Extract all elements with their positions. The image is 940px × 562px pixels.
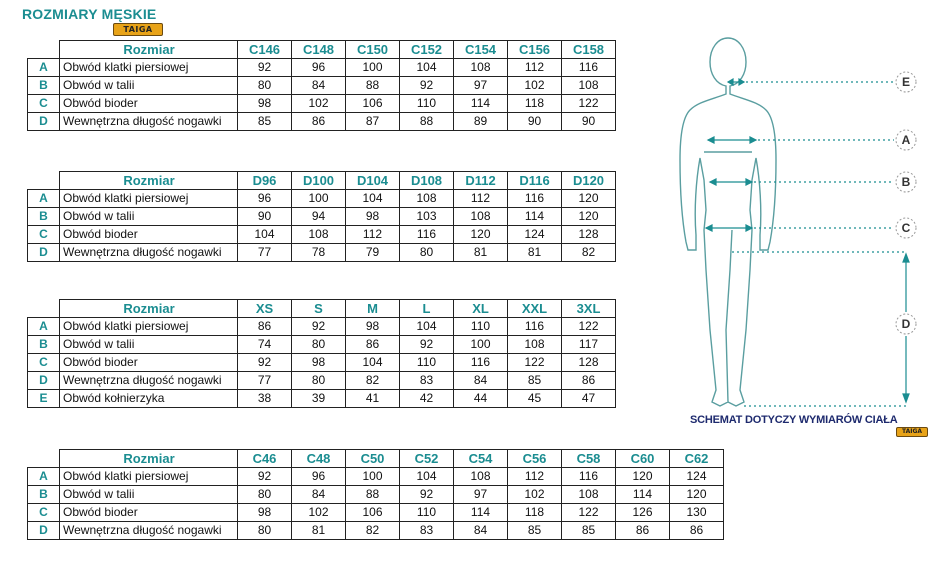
row-label-cell: Wewnętrzna długość nogawki bbox=[60, 244, 238, 262]
size-header-cell: D116 bbox=[508, 172, 562, 190]
size-table-c146 bbox=[27, 40, 616, 131]
row-letter-cell: E bbox=[28, 390, 60, 408]
value-cell: 85 bbox=[508, 522, 562, 540]
size-table-xs bbox=[27, 299, 616, 408]
marker-d bbox=[896, 314, 916, 334]
value-cell: 88 bbox=[346, 77, 400, 95]
value-cell: 104 bbox=[400, 468, 454, 486]
taiga-logo: TAIGA bbox=[113, 23, 163, 36]
value-cell: 85 bbox=[238, 113, 292, 131]
value-cell: 44 bbox=[454, 390, 508, 408]
table-header-row bbox=[28, 172, 616, 190]
value-cell: 79 bbox=[346, 244, 400, 262]
header-blank-cell bbox=[28, 450, 60, 468]
table-row bbox=[28, 95, 616, 113]
row-label-cell: Obwód bioder bbox=[60, 504, 238, 522]
row-label-cell: Wewnętrzna długość nogawki bbox=[60, 113, 238, 131]
value-cell: 85 bbox=[508, 372, 562, 390]
marker-a bbox=[896, 130, 916, 150]
size-header-cell: C48 bbox=[292, 450, 346, 468]
value-cell: 80 bbox=[238, 77, 292, 95]
size-header-cell: C156 bbox=[508, 41, 562, 59]
value-cell: 108 bbox=[454, 468, 508, 486]
table-row bbox=[28, 77, 616, 95]
value-cell: 120 bbox=[562, 208, 616, 226]
size-header-cell: C158 bbox=[562, 41, 616, 59]
value-cell: 87 bbox=[346, 113, 400, 131]
value-cell: 117 bbox=[562, 336, 616, 354]
value-cell: 80 bbox=[292, 372, 346, 390]
table-row bbox=[28, 190, 616, 208]
size-header-cell: C52 bbox=[400, 450, 454, 468]
value-cell: 114 bbox=[616, 486, 670, 504]
value-cell: 108 bbox=[400, 190, 454, 208]
value-cell: 88 bbox=[346, 486, 400, 504]
size-header-cell: C56 bbox=[508, 450, 562, 468]
value-cell: 130 bbox=[670, 504, 724, 522]
value-cell: 110 bbox=[454, 318, 508, 336]
value-cell: 120 bbox=[616, 468, 670, 486]
value-cell: 96 bbox=[292, 468, 346, 486]
value-cell: 116 bbox=[400, 226, 454, 244]
value-cell: 90 bbox=[238, 208, 292, 226]
size-header-cell: C50 bbox=[346, 450, 400, 468]
value-cell: 42 bbox=[400, 390, 454, 408]
value-cell: 39 bbox=[292, 390, 346, 408]
value-cell: 100 bbox=[346, 59, 400, 77]
page-title: ROZMIARY MĘSKIE bbox=[22, 6, 157, 22]
value-cell: 118 bbox=[508, 95, 562, 113]
value-cell: 94 bbox=[292, 208, 346, 226]
value-cell: 110 bbox=[400, 354, 454, 372]
value-cell: 92 bbox=[238, 354, 292, 372]
taiga-logo-small: TAIGA bbox=[896, 427, 928, 437]
value-cell: 92 bbox=[292, 318, 346, 336]
value-cell: 104 bbox=[346, 190, 400, 208]
table-row bbox=[28, 522, 724, 540]
value-cell: 124 bbox=[508, 226, 562, 244]
value-cell: 82 bbox=[346, 372, 400, 390]
value-cell: 118 bbox=[508, 504, 562, 522]
marker-e bbox=[896, 72, 916, 92]
row-letter-cell: D bbox=[28, 522, 60, 540]
size-header-cell: XXL bbox=[508, 300, 562, 318]
marker-b bbox=[896, 172, 916, 192]
size-header-cell: C54 bbox=[454, 450, 508, 468]
value-cell: 122 bbox=[562, 95, 616, 113]
body-measurement-figure bbox=[660, 30, 940, 420]
marker-d-label: D bbox=[901, 317, 911, 331]
value-cell: 86 bbox=[238, 318, 292, 336]
body-outline bbox=[680, 38, 776, 406]
value-cell: 80 bbox=[238, 522, 292, 540]
value-cell: 84 bbox=[292, 486, 346, 504]
row-label-cell: Obwód kołnierzyka bbox=[60, 390, 238, 408]
value-cell: 102 bbox=[508, 77, 562, 95]
table-row bbox=[28, 504, 724, 522]
value-cell: 84 bbox=[292, 77, 346, 95]
row-letter-cell: A bbox=[28, 59, 60, 77]
value-cell: 92 bbox=[238, 468, 292, 486]
row-letter-cell: B bbox=[28, 486, 60, 504]
value-cell: 114 bbox=[454, 504, 508, 522]
value-cell: 81 bbox=[292, 522, 346, 540]
table-header-row bbox=[28, 450, 724, 468]
row-label-cell: Obwód klatki piersiowej bbox=[60, 468, 238, 486]
value-cell: 41 bbox=[346, 390, 400, 408]
value-cell: 92 bbox=[400, 336, 454, 354]
value-cell: 106 bbox=[346, 95, 400, 113]
size-header-cell: C148 bbox=[292, 41, 346, 59]
size-header-cell: C58 bbox=[562, 450, 616, 468]
value-cell: 86 bbox=[670, 522, 724, 540]
value-cell: 102 bbox=[508, 486, 562, 504]
value-cell: 88 bbox=[400, 113, 454, 131]
row-letter-cell: D bbox=[28, 113, 60, 131]
value-cell: 112 bbox=[508, 59, 562, 77]
value-cell: 47 bbox=[562, 390, 616, 408]
header-blank-cell bbox=[28, 41, 60, 59]
value-cell: 90 bbox=[562, 113, 616, 131]
value-cell: 106 bbox=[346, 504, 400, 522]
value-cell: 124 bbox=[670, 468, 724, 486]
row-letter-cell: A bbox=[28, 468, 60, 486]
value-cell: 108 bbox=[562, 77, 616, 95]
table-header-row bbox=[28, 300, 616, 318]
size-header-cell: D96 bbox=[238, 172, 292, 190]
row-letter-cell: D bbox=[28, 372, 60, 390]
size-header-cell: S bbox=[292, 300, 346, 318]
value-cell: 84 bbox=[454, 522, 508, 540]
value-cell: 98 bbox=[238, 504, 292, 522]
value-cell: 110 bbox=[400, 95, 454, 113]
value-cell: 80 bbox=[400, 244, 454, 262]
value-cell: 108 bbox=[508, 336, 562, 354]
marker-c-label: C bbox=[901, 221, 911, 235]
value-cell: 100 bbox=[454, 336, 508, 354]
value-cell: 86 bbox=[292, 113, 346, 131]
row-label-cell: Wewnętrzna długość nogawki bbox=[60, 522, 238, 540]
row-letter-cell: B bbox=[28, 77, 60, 95]
value-cell: 96 bbox=[238, 190, 292, 208]
value-cell: 98 bbox=[292, 354, 346, 372]
header-blank-cell bbox=[28, 300, 60, 318]
value-cell: 108 bbox=[562, 486, 616, 504]
size-header-cell: C146 bbox=[238, 41, 292, 59]
row-letter-cell: D bbox=[28, 244, 60, 262]
size-header-cell: L bbox=[400, 300, 454, 318]
table-row bbox=[28, 208, 616, 226]
value-cell: 114 bbox=[454, 95, 508, 113]
value-cell: 116 bbox=[562, 59, 616, 77]
size-header-cell: 3XL bbox=[562, 300, 616, 318]
header-blank-cell bbox=[28, 172, 60, 190]
value-cell: 84 bbox=[454, 372, 508, 390]
row-label-cell: Obwód klatki piersiowej bbox=[60, 318, 238, 336]
size-header-cell: C60 bbox=[616, 450, 670, 468]
size-header-cell: XL bbox=[454, 300, 508, 318]
row-letter-cell: C bbox=[28, 354, 60, 372]
value-cell: 100 bbox=[346, 468, 400, 486]
marker-e-label: E bbox=[901, 75, 911, 89]
value-cell: 108 bbox=[454, 208, 508, 226]
value-cell: 120 bbox=[670, 486, 724, 504]
value-cell: 98 bbox=[346, 208, 400, 226]
size-table-d96 bbox=[27, 171, 616, 262]
value-cell: 102 bbox=[292, 504, 346, 522]
value-cell: 128 bbox=[562, 226, 616, 244]
value-cell: 97 bbox=[454, 77, 508, 95]
size-header-cell: D108 bbox=[400, 172, 454, 190]
value-cell: 86 bbox=[616, 522, 670, 540]
table-row bbox=[28, 486, 724, 504]
schema-caption: SCHEMAT DOTYCZY WYMIARÓW CIAŁA bbox=[690, 414, 898, 426]
value-cell: 116 bbox=[508, 318, 562, 336]
size-header-cell: D100 bbox=[292, 172, 346, 190]
table-row bbox=[28, 113, 616, 131]
value-cell: 92 bbox=[400, 77, 454, 95]
size-header-cell: D112 bbox=[454, 172, 508, 190]
size-header-cell: C150 bbox=[346, 41, 400, 59]
row-label-cell: Obwód bioder bbox=[60, 95, 238, 113]
row-label-cell: Obwód w talii bbox=[60, 208, 238, 226]
marker-b-label: B bbox=[901, 175, 911, 189]
value-cell: 112 bbox=[508, 468, 562, 486]
size-table-c46 bbox=[27, 449, 724, 540]
value-cell: 74 bbox=[238, 336, 292, 354]
value-cell: 104 bbox=[400, 318, 454, 336]
row-letter-cell: A bbox=[28, 190, 60, 208]
value-cell: 126 bbox=[616, 504, 670, 522]
value-cell: 80 bbox=[292, 336, 346, 354]
row-label-cell: Obwód klatki piersiowej bbox=[60, 59, 238, 77]
value-cell: 81 bbox=[454, 244, 508, 262]
row-letter-cell: C bbox=[28, 504, 60, 522]
value-cell: 98 bbox=[238, 95, 292, 113]
table-row bbox=[28, 336, 616, 354]
table-row bbox=[28, 354, 616, 372]
header-rozmiar-cell: Rozmiar bbox=[60, 450, 238, 468]
table-row bbox=[28, 372, 616, 390]
size-header-cell: M bbox=[346, 300, 400, 318]
value-cell: 38 bbox=[238, 390, 292, 408]
table-row bbox=[28, 390, 616, 408]
table-header-row bbox=[28, 41, 616, 59]
value-cell: 110 bbox=[400, 504, 454, 522]
measure-lines bbox=[706, 79, 909, 406]
row-label-cell: Obwód klatki piersiowej bbox=[60, 190, 238, 208]
table-row bbox=[28, 318, 616, 336]
value-cell: 86 bbox=[562, 372, 616, 390]
size-header-cell: D104 bbox=[346, 172, 400, 190]
value-cell: 77 bbox=[238, 244, 292, 262]
value-cell: 116 bbox=[454, 354, 508, 372]
marker-c bbox=[896, 218, 916, 238]
header-rozmiar-cell: Rozmiar bbox=[60, 41, 238, 59]
value-cell: 96 bbox=[292, 59, 346, 77]
value-cell: 100 bbox=[292, 190, 346, 208]
value-cell: 104 bbox=[400, 59, 454, 77]
value-cell: 45 bbox=[508, 390, 562, 408]
size-header-cell: C152 bbox=[400, 41, 454, 59]
value-cell: 102 bbox=[292, 95, 346, 113]
row-letter-cell: C bbox=[28, 95, 60, 113]
size-header-cell: D120 bbox=[562, 172, 616, 190]
value-cell: 122 bbox=[508, 354, 562, 372]
row-label-cell: Obwód bioder bbox=[60, 354, 238, 372]
value-cell: 112 bbox=[346, 226, 400, 244]
row-letter-cell: B bbox=[28, 208, 60, 226]
value-cell: 80 bbox=[238, 486, 292, 504]
value-cell: 128 bbox=[562, 354, 616, 372]
row-label-cell: Obwód w talii bbox=[60, 77, 238, 95]
row-label-cell: Obwód w talii bbox=[60, 486, 238, 504]
value-cell: 78 bbox=[292, 244, 346, 262]
value-cell: 112 bbox=[454, 190, 508, 208]
value-cell: 122 bbox=[562, 504, 616, 522]
header-rozmiar-cell: Rozmiar bbox=[60, 300, 238, 318]
size-header-cell: C46 bbox=[238, 450, 292, 468]
value-cell: 122 bbox=[562, 318, 616, 336]
value-cell: 104 bbox=[346, 354, 400, 372]
value-cell: 103 bbox=[400, 208, 454, 226]
value-cell: 82 bbox=[346, 522, 400, 540]
value-cell: 120 bbox=[454, 226, 508, 244]
value-cell: 86 bbox=[346, 336, 400, 354]
size-header-cell: C62 bbox=[670, 450, 724, 468]
value-cell: 85 bbox=[562, 522, 616, 540]
row-label-cell: Wewnętrzna długość nogawki bbox=[60, 372, 238, 390]
table-row bbox=[28, 244, 616, 262]
size-header-cell: C154 bbox=[454, 41, 508, 59]
table-row bbox=[28, 468, 724, 486]
value-cell: 77 bbox=[238, 372, 292, 390]
value-cell: 114 bbox=[508, 208, 562, 226]
value-cell: 92 bbox=[400, 486, 454, 504]
value-cell: 108 bbox=[454, 59, 508, 77]
value-cell: 81 bbox=[508, 244, 562, 262]
value-cell: 82 bbox=[562, 244, 616, 262]
value-cell: 83 bbox=[400, 522, 454, 540]
value-cell: 116 bbox=[562, 468, 616, 486]
value-cell: 116 bbox=[508, 190, 562, 208]
value-cell: 97 bbox=[454, 486, 508, 504]
header-rozmiar-cell: Rozmiar bbox=[60, 172, 238, 190]
value-cell: 83 bbox=[400, 372, 454, 390]
marker-a-label: A bbox=[901, 133, 911, 147]
table-row bbox=[28, 59, 616, 77]
value-cell: 104 bbox=[238, 226, 292, 244]
row-letter-cell: C bbox=[28, 226, 60, 244]
value-cell: 90 bbox=[508, 113, 562, 131]
value-cell: 120 bbox=[562, 190, 616, 208]
value-cell: 89 bbox=[454, 113, 508, 131]
row-label-cell: Obwód w talii bbox=[60, 336, 238, 354]
table-row bbox=[28, 226, 616, 244]
row-letter-cell: B bbox=[28, 336, 60, 354]
row-label-cell: Obwód bioder bbox=[60, 226, 238, 244]
value-cell: 98 bbox=[346, 318, 400, 336]
value-cell: 108 bbox=[292, 226, 346, 244]
row-letter-cell: A bbox=[28, 318, 60, 336]
value-cell: 92 bbox=[238, 59, 292, 77]
size-header-cell: XS bbox=[238, 300, 292, 318]
